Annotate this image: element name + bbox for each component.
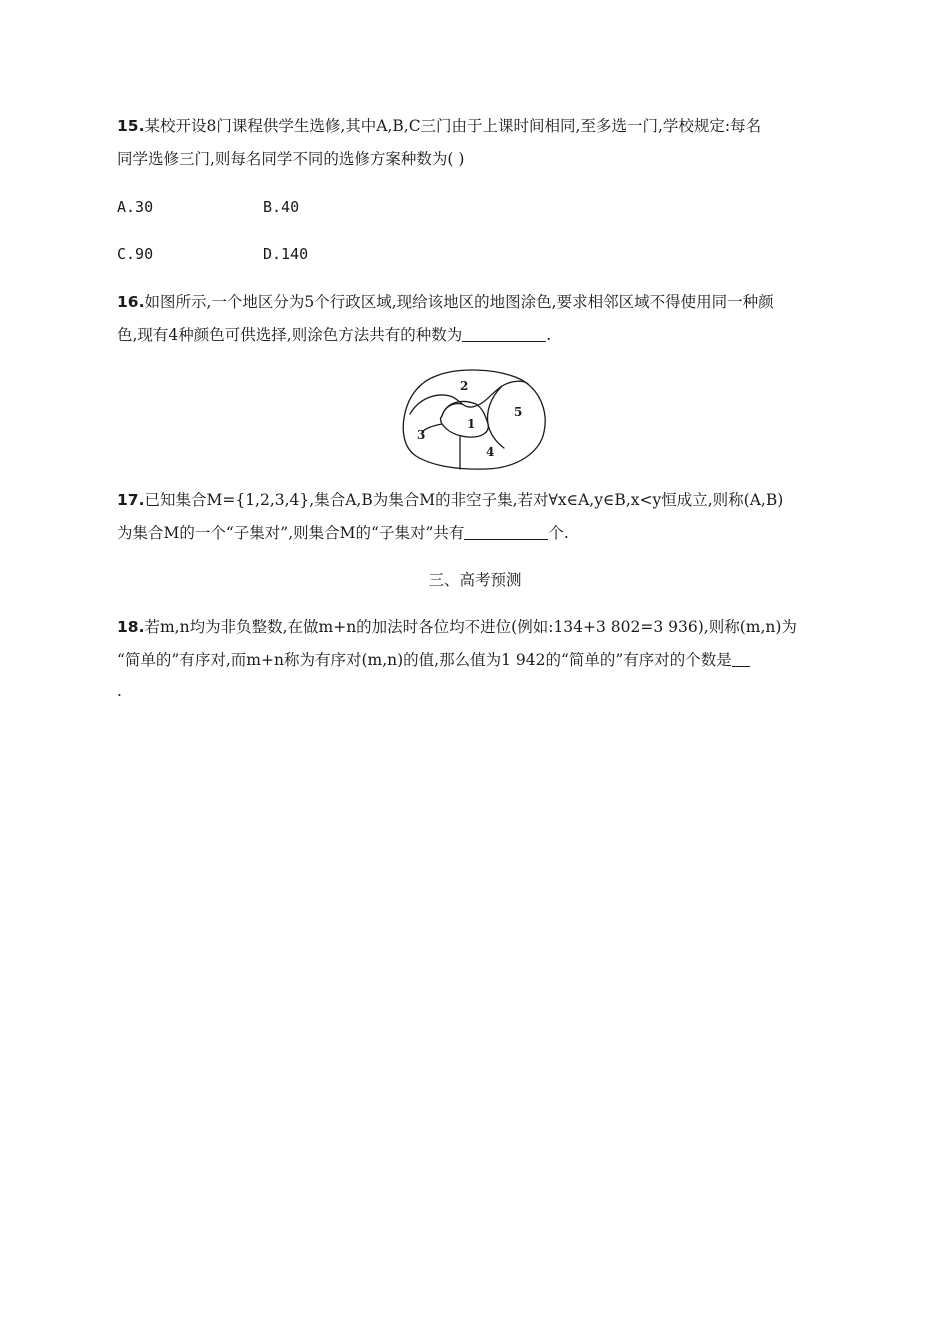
q15-option-c: C.90 bbox=[117, 245, 154, 263]
map-label-2: 2 bbox=[460, 379, 469, 393]
q17-line1 bbox=[117, 489, 783, 511]
section-heading: 三、高考预测 bbox=[428, 571, 522, 589]
q15-line1 bbox=[117, 115, 761, 137]
q16-text-line2: 色,现有4种颜色可供选择,则涂色方法共有的种数为 bbox=[117, 326, 463, 344]
q18-line1 bbox=[117, 616, 797, 638]
q16-line1 bbox=[117, 291, 774, 313]
map-region2-boundary bbox=[410, 381, 528, 414]
region-map-figure bbox=[398, 366, 550, 472]
q17-line2 bbox=[117, 522, 569, 544]
q16-number: 16. bbox=[117, 293, 145, 311]
q18-line2 bbox=[117, 649, 750, 671]
q18-line3: . bbox=[117, 682, 122, 700]
q16-line2 bbox=[117, 324, 551, 346]
q15-option-b: B.40 bbox=[263, 198, 300, 216]
q15-line2: 同学选修三门,则每名同学不同的选修方案种数为( ) bbox=[117, 150, 465, 168]
q18-text-line1: 若m,n均为非负整数,在做m+n的加法时各位均不进位(例如:134+3 802=3 936),则称(m,n)为 bbox=[144, 618, 797, 636]
map-region2-curl bbox=[442, 404, 462, 416]
q16-text-line1: 如图所示,一个地区分为5个行政区域,现给该地区的地图涂色,要求相邻区域不得使用同一种颜 bbox=[144, 293, 774, 311]
q17-text-line2: 为集合M的一个“子集对”,则集合M的“子集对”共有 bbox=[117, 524, 465, 542]
q18-text-line2: “简单的”有序对,而m+n称为有序对(m,n)的值,那么值为1 942的“简单的”有序对的个数是 bbox=[117, 651, 732, 669]
q15-text-line1: 某校开设8门课程供学生选修,其中A,B,C三门由于上课时间相同,至多选一门,学校规定:每名 bbox=[144, 117, 762, 135]
q16-text-end: . bbox=[546, 326, 552, 344]
q17-answer-blank bbox=[464, 523, 548, 540]
q18-number: 18. bbox=[117, 618, 145, 636]
q17-text-line1: 已知集合M={1,2,3,4},集合A,B为集合M的非空子集,若对∀x∈A,y∈B,x<y恒成立,则称(A,B) bbox=[144, 491, 784, 509]
map-label-3: 3 bbox=[417, 428, 426, 442]
q15-number: 15. bbox=[117, 117, 145, 135]
map-region5-boundary bbox=[488, 386, 504, 448]
q18-answer-blank bbox=[732, 650, 750, 667]
q17-text-end: 个. bbox=[548, 524, 569, 542]
map-label-5: 5 bbox=[514, 405, 523, 419]
map-label-4: 4 bbox=[486, 445, 495, 459]
q16-answer-blank bbox=[462, 325, 546, 342]
map-label-1: 1 bbox=[467, 417, 476, 431]
q15-option-a: A.30 bbox=[117, 198, 154, 216]
q17-number: 17. bbox=[117, 491, 145, 509]
q15-option-d: D.140 bbox=[263, 245, 309, 263]
